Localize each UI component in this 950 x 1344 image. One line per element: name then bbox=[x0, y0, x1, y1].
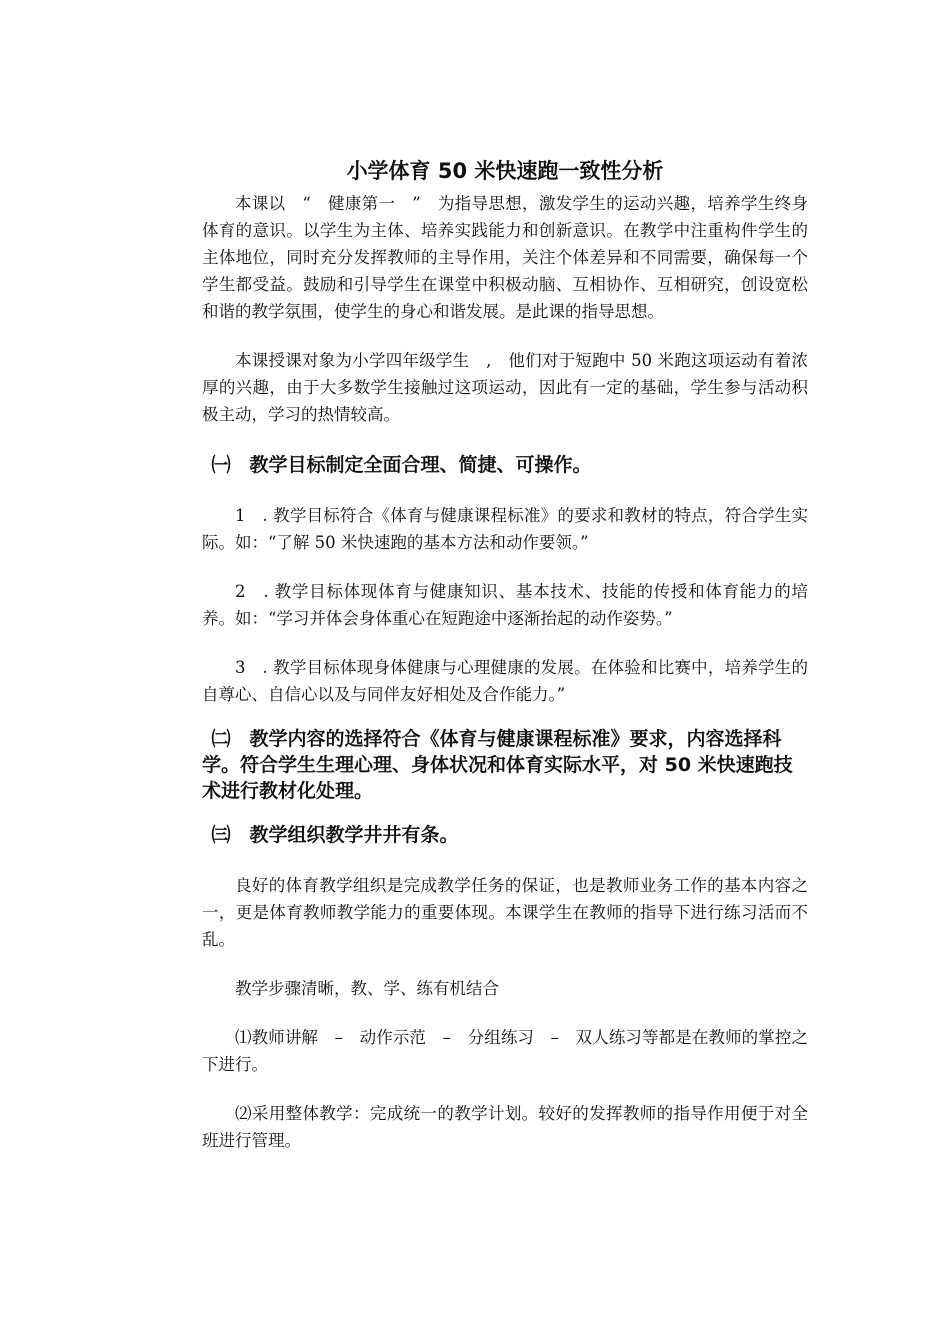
section-heading-1: ㈠ 教学目标制定全面合理、简捷、可操作。 bbox=[211, 454, 592, 476]
organization-paragraph: 良好的体育教学组织是完成教学任务的保证，也是教师业务工作的基本内容之一，更是体育教师教学能力的重要体现。本课学生在教师的指导下进行练习活而不乱。 bbox=[202, 876, 808, 949]
step-item-1: ⑴教师讲解 – 动作示范 – 分组练习 – 双人练习等都是在教师的掌控之下进行。 bbox=[202, 1028, 808, 1074]
intro-paragraph-1: 本课以 “ 健康第一 ” 为指导思想，激发学生的运动兴趣，培养学生终身体育的意识。以学生为主体、培养实践能力和创新意识。在教学中注重构件学生的主体地位，同时充分发挥教师的主导作用，关注个体差异和不同需要，确保每一个学生都受益。鼓励和引导学生在课堂中积极动脑、互相协作、互相研究，创设宽松和谐的教学氛围，使学生的身心和谐发展。是此课的指导思想。 bbox=[202, 194, 808, 321]
steps-paragraph: 教学步骤清晰，教、学、练有机结合 bbox=[235, 979, 499, 998]
objective-item-2: 2 . 教学目标体现体育与健康知识、基本技术、技能的传授和体育能力的培养。如：“学习并体会身体重心在短跑途中逐渐抬起的动作姿势。” bbox=[202, 582, 808, 628]
section-heading-3: ㈢ 教学组织教学井井有条。 bbox=[211, 824, 459, 846]
objective-item-1: 1 . 教学目标符合《体育与健康课程标准》的要求和教材的特点，符合学生实际。如：“了解 50 米快速跑的基本方法和动作要领。” bbox=[202, 506, 808, 552]
section-heading-2: ㈡ 教学内容的选择符合《体育与健康课程标准》要求，内容选择科学。符合学生生理心理、身体状况和体育实际水平，对 50 米快速跑技术进行教材化处理。 bbox=[202, 728, 793, 802]
objective-item-3: 3 . 教学目标体现身体健康与心理健康的发展。在体验和比赛中，培养学生的自尊心、自信心以及与同伴友好相处及合作能力。” bbox=[202, 658, 808, 704]
intro-paragraph-2: 本课授课对象为小学四年级学生 , 他们对于短跑中 50 米跑这项运动有着浓厚的兴趣，由于大多数学生接触过这项运动，因此有一定的基础，学生参与活动积极主动，学习的热情较高。 bbox=[202, 351, 808, 424]
document-title: 小学体育 50 米快速跑一致性分析 bbox=[346, 159, 664, 183]
document-page bbox=[202, 156, 808, 1154]
step-item-2: ⑵采用整体教学：完成统一的教学计划。较好的发挥教师的指导作用便于对全班进行管理。 bbox=[202, 1104, 808, 1150]
